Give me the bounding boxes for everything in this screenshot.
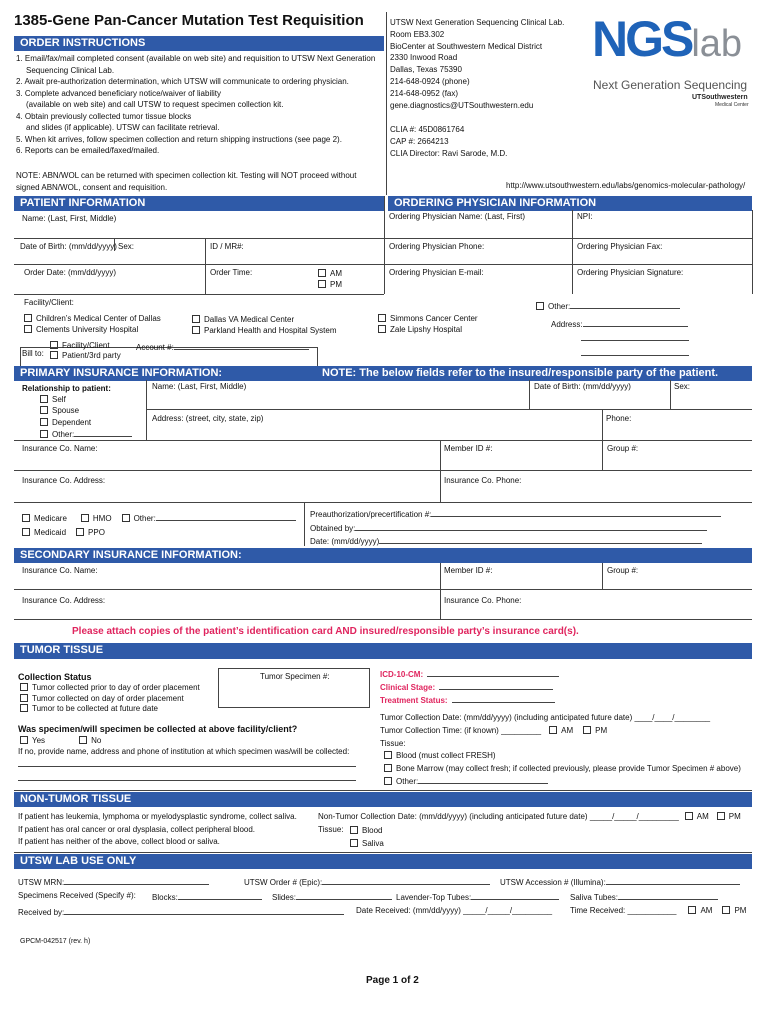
- lab-time-received[interactable]: Time Received: ___________ AM PM: [570, 906, 747, 915]
- sec-ins-address-label: Insurance Co. Address:: [22, 596, 106, 605]
- lab-clia: CLIA #: 45D0861764 CAP #: 2664213 CLIA Director: Ravi Sarode, M.D.: [390, 125, 508, 158]
- relationship-label: Relationship to patient:: [22, 384, 111, 393]
- group-label: Group #:: [607, 444, 639, 453]
- secondary-insurance-header: SECONDARY INSURANCE INFORMATION:: [14, 548, 752, 563]
- plan-type-row1[interactable]: Medicare HMO Other:: [22, 512, 296, 523]
- insured-phone-label: Phone:: [606, 414, 632, 423]
- ngs-lab-logo: NGSlab: [592, 11, 743, 67]
- lab-lavender[interactable]: Lavender-Top Tubes:: [396, 891, 559, 902]
- attach-cards-note: Please attach copies of the patient’s identification card AND insured/responsible party’s insurance card(s).: [72, 626, 579, 637]
- collection-status-options[interactable]: Tumor collected prior to day of order placement Tumor collected on day of order placement Tumor to be collected at future date: [20, 683, 200, 715]
- page-title: 1385-Gene Pan-Cancer Mutation Test Requisition: [14, 12, 364, 29]
- facility-options-3[interactable]: Simmons Cancer Center Zale Lipshy Hospital: [378, 313, 478, 335]
- primary-insurance-header: PRIMARY INSURANCE INFORMATION: NOTE: The below fields refer to the insured/responsible party of the patient.: [14, 366, 752, 381]
- order-instructions-list: 1. Email/fax/mail completed consent (available on web site) and requisition to UTSW Next Generation Sequencing Clinical Lab. 2. Await pre-authorization determination, which UTSW will communicate to ordering physician. 3. Complete advanced beneficiary notice/waiver of liability (available on web site) and call UTSW to request specimen collection kit. 4. Obtain previously collected tumor tissue blocks and slides (if applicable). UTSW can facilitate retrieval. 5. When kit arrives, follow specimen collection and return shipping instructions (see page 2). 6. Reports can be emailed/faxed/mailed.: [16, 54, 376, 155]
- patient-name-label: Name: (Last, First, Middle): [22, 214, 117, 223]
- patient-id-label: ID / MR#:: [210, 242, 244, 251]
- if-no-instruction: If no, provide name, address and phone of institution at which specimen was/will be collected:: [18, 747, 350, 756]
- physician-phone-label: Ordering Physician Phone:: [389, 242, 485, 251]
- relationship-options[interactable]: Self Spouse Dependent Other:: [40, 394, 132, 440]
- member-id-label: Member ID #:: [444, 444, 493, 453]
- sec-ins-phone-label: Insurance Co. Phone:: [444, 596, 522, 605]
- non-tumor-date[interactable]: Non-Tumor Collection Date: (mm/dd/yyyy) (including anticipated future date) _____/_____/_________ AM PM: [318, 812, 741, 821]
- non-tumor-tissue-options[interactable]: Blood Saliva: [350, 825, 384, 850]
- order-time-label: Order Time:: [210, 268, 253, 277]
- facility-label: Facility/Client:: [24, 298, 74, 307]
- lab-blocks[interactable]: Blocks:: [152, 891, 262, 902]
- lab-order[interactable]: UTSW Order # (Epic):: [244, 876, 490, 887]
- collection-status-label: Collection Status: [18, 672, 92, 682]
- lab-mrn[interactable]: UTSW MRN:: [18, 876, 209, 887]
- lab-address: UTSW Next Generation Sequencing Clinical Lab. Room EB3.302 BioCenter at Southwestern Medical District 2330 Inwood Road Dallas, Texas 75390 214-648-0924 (phone) 214-648-0952 (fax) gene.diagnostics@UTSouthwestern.edu: [390, 18, 565, 110]
- logo-tagline: Next Generation Sequencing: [593, 78, 748, 92]
- bill-to-label: Bill to:: [22, 349, 44, 358]
- insured-name-label: Name: (Last, First, Middle): [152, 382, 247, 391]
- order-note: NOTE: ABN/WOL can be returned with specimen collection kit. Testing will NOT proceed without signed ABN/WOL, consent and requisition.: [16, 171, 357, 192]
- sec-member-label: Member ID #:: [444, 566, 493, 575]
- lab-received-by[interactable]: Received by:: [18, 906, 344, 917]
- patient-info-header: PATIENT INFORMATION: [14, 196, 384, 211]
- lab-date-received[interactable]: Date Received: (mm/dd/yyyy) _____/_____/_________: [356, 906, 553, 915]
- insured-dob-label: Date of Birth: (mm/dd/yyyy): [534, 382, 631, 391]
- ut-medical-center: Medical Center: [715, 102, 749, 108]
- preauth-fields[interactable]: Preauthorization/precertification #: Obtained by: Date: (mm/dd/yyyy): [310, 508, 721, 549]
- form-id: GPCM-042517 (rev. h): [20, 938, 91, 945]
- ut-logo: UTSouthwestern: [692, 94, 748, 101]
- ins-address-label: Insurance Co. Address:: [22, 476, 106, 485]
- tumor-specimen-label: Tumor Specimen #:: [260, 672, 330, 681]
- account-field[interactable]: Account #:: [136, 341, 309, 352]
- patient-sex-label: Sex:: [118, 242, 135, 251]
- tissue-options[interactable]: Blood (must collect FRESH) Bone Marrow (may collect fresh; if collected previously, please provide Tumor Specimen # above) Other:: [384, 750, 741, 789]
- patient-dob-label: Date of Birth: (mm/dd/yyyy): [20, 242, 117, 251]
- physician-name-label: Ordering Physician Name: (Last, First): [389, 212, 526, 221]
- diagnosis-fields[interactable]: ICD-10-CM: Clinical Stage: Treatment Status:: [380, 668, 559, 707]
- facility-options-1[interactable]: Children’s Medical Center of Dallas Clements University Hospital: [24, 313, 161, 335]
- page-number: Page 1 of 2: [366, 975, 419, 986]
- facility-address[interactable]: Address:: [551, 318, 688, 329]
- tumor-collection-time[interactable]: Tumor Collection Time: (if known) _________ AM PM: [380, 726, 608, 735]
- insured-sex-label: Sex:: [674, 382, 691, 391]
- lab-use-header: UTSW LAB USE ONLY: [14, 854, 752, 869]
- physician-signature-label: Ordering Physician Signature:: [577, 268, 684, 277]
- non-tumor-instructions: If patient has leukemia, lymphoma or myelodysplastic syndrome, collect saliva. If patient has oral cancer or oral dysplasia, collect peripheral blood. If patient has neither of the above, collect blood or saliva.: [18, 812, 297, 846]
- lab-slides[interactable]: Slides:: [272, 891, 392, 902]
- order-time-ampm[interactable]: AM PM: [318, 268, 342, 290]
- npi-label: NPI:: [577, 212, 593, 221]
- lab-saliva[interactable]: Saliva Tubes:: [570, 891, 718, 902]
- physician-fax-label: Ordering Physician Fax:: [577, 242, 663, 251]
- tumor-collection-date[interactable]: Tumor Collection Date: (mm/dd/yyyy) (including anticipated future date) ____/____/________: [380, 713, 711, 722]
- sec-ins-name-label: Insurance Co. Name:: [22, 566, 98, 575]
- insured-address-label: Address: (street, city, state, zip): [152, 414, 264, 423]
- physician-info-header: ORDERING PHYSICIAN INFORMATION: [388, 196, 752, 211]
- specimens-received-label: Specimens Received (Specify #):: [18, 891, 136, 900]
- plan-type-row2[interactable]: Medicaid PPO: [22, 528, 105, 537]
- non-tumor-header: NON-TUMOR TISSUE: [14, 792, 752, 807]
- facility-question: Was specimen/will specimen be collected at above facility/client?: [18, 724, 298, 734]
- facility-other[interactable]: Other:: [536, 300, 680, 311]
- order-date-label: Order Date: (mm/dd/yyyy): [24, 268, 117, 277]
- yes-no-options[interactable]: Yes No: [20, 736, 101, 745]
- non-tumor-tissue-label: Tissue:: [318, 825, 344, 834]
- sec-group-label: Group #:: [607, 566, 639, 575]
- facility-options-2[interactable]: Dallas VA Medical Center Parkland Health and Hospital System: [192, 314, 337, 336]
- physician-email-label: Ordering Physician E-mail:: [389, 268, 484, 277]
- order-instructions-header: ORDER INSTRUCTIONS: [14, 36, 384, 51]
- tumor-tissue-header: TUMOR TISSUE: [14, 643, 752, 659]
- lab-accession[interactable]: UTSW Accession # (Illumina):: [500, 876, 740, 887]
- lab-url[interactable]: http://www.utsouthwestern.edu/labs/genomics-molecular-pathology/: [506, 181, 746, 190]
- ins-phone-label: Insurance Co. Phone:: [444, 476, 522, 485]
- tissue-label: Tissue:: [380, 739, 406, 748]
- ins-name-label: Insurance Co. Name:: [22, 444, 98, 453]
- bill-to-options[interactable]: Facility/Client Patient/3rd party: [50, 341, 121, 361]
